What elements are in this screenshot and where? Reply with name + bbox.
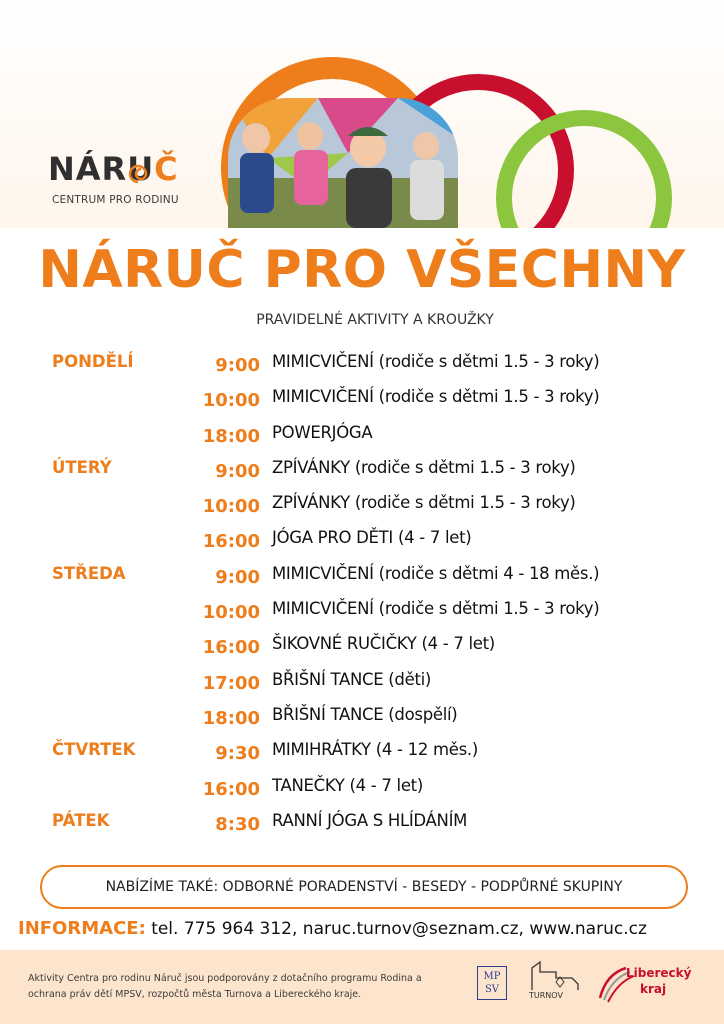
activity-label: ŠIKOVNÉ RUČIČKY (4 - 7 let): [272, 634, 495, 654]
schedule-row: [0, 489, 724, 524]
schedule-row: [0, 454, 724, 489]
activity-label: POWERJÓGA: [272, 422, 373, 442]
schedule-list: [0, 348, 724, 842]
funding-note: Aktivity Centra pro rodinu Náruč jsou podporovány z dotačního programu Rodina a ochrana práv dětí MPSV, rozpočtů města Turnova a Libereckého kraje.: [28, 973, 422, 1000]
schedule-row: [0, 772, 724, 807]
spiral-icon: [126, 162, 150, 186]
schedule-row: [0, 419, 724, 454]
day-label: PÁTEK: [52, 810, 110, 830]
info-label: INFORMACE:: [18, 918, 146, 939]
activity-label: MIMICVIČENÍ (rodiče s dětmi 1.5 - 3 roky): [272, 352, 600, 371]
naruc-logo: [40, 150, 200, 220]
time-label: 9:00: [215, 460, 260, 482]
activity-label: ZPÍVÁNKY (rodiče s dětmi 1.5 - 3 roky): [272, 493, 576, 513]
activity-label: MIMICVIČENÍ (rodiče s dětmi 4 - 18 měs.): [272, 563, 600, 583]
time-label: 17:00: [202, 672, 260, 694]
time-label: 9:00: [215, 355, 260, 376]
day-label: PONDĚLÍ: [52, 352, 134, 371]
activity-label: MIMIHRÁTKY (4 - 12 měs.): [272, 740, 478, 760]
activity-label: RANNÍ JÓGA S HLÍDÁNÍM: [272, 810, 468, 830]
time-label: 9:00: [215, 566, 260, 588]
activity-label: JÓGA PRO DĚTI (4 - 7 let): [272, 528, 472, 548]
activity-label: TANEČKY (4 - 7 let): [272, 775, 423, 795]
page-title: NÁRUČ PRO VŠECHNY: [38, 240, 686, 300]
schedule-row: [0, 560, 724, 595]
day-label: STŘEDA: [52, 563, 126, 583]
time-label: 18:00: [202, 425, 260, 447]
turnov-text: TURNOV: [529, 991, 563, 1000]
time-label: 16:00: [202, 531, 260, 553]
activity-label: BŘIŠNÍ TANCE (dospělí): [272, 704, 458, 724]
activity-label: MIMICVIČENÍ (rodiče s dětmi 1.5 - 3 roky): [272, 387, 600, 407]
logo-wordmark: NÁRUČ: [48, 150, 179, 188]
time-label: 16:00: [202, 778, 260, 800]
children-photo: [228, 98, 458, 228]
time-label: 10:00: [202, 602, 260, 624]
schedule-row: [0, 701, 724, 736]
green-ring: [504, 118, 664, 228]
header-banner: [0, 0, 724, 228]
page-subtitle: PRAVIDELNÉ AKTIVITY A KROUŽKY: [256, 312, 494, 328]
day-label: ČTVRTEK: [52, 740, 136, 760]
services-text: NABÍZÍME TAKÉ: ODBORNÉ PORADENSTVÍ - BESEDY - PODPŮRNÉ SKUPINY: [105, 879, 623, 895]
contact-info: [18, 918, 647, 939]
schedule-row: [0, 383, 724, 418]
schedule-row: [0, 524, 724, 559]
schedule-row: [0, 666, 724, 701]
schedule-row: [0, 736, 724, 771]
time-label: 18:00: [202, 707, 260, 729]
schedule-row: [0, 348, 724, 383]
activity-label: ZPÍVÁNKY (rodiče s dětmi 1.5 - 3 roky): [272, 457, 576, 477]
schedule-row: [0, 807, 724, 842]
activity-label: MIMICVIČENÍ (rodiče s dětmi 1.5 - 3 roky): [272, 599, 600, 619]
schedule-row: [0, 630, 724, 665]
contact-text: tel. 775 964 312, naruc.turnov@seznam.cz, www.naruc.cz: [151, 919, 647, 939]
day-label: ÚTERÝ: [52, 457, 112, 477]
schedule-row: [0, 595, 724, 630]
time-label: 10:00: [202, 390, 260, 412]
liberecky-text: Liberecký: [626, 966, 692, 980]
kraj-text: kraj: [640, 982, 667, 996]
time-label: 8:30: [215, 813, 260, 835]
time-label: 10:00: [202, 496, 260, 518]
time-label: 9:30: [215, 743, 260, 765]
activity-label: BŘIŠNÍ TANCE (děti): [272, 669, 432, 689]
mpsv-logo: MP SV: [477, 966, 507, 1000]
services-banner: [40, 865, 688, 909]
time-label: 16:00: [202, 637, 260, 659]
logo-subtitle: CENTRUM PRO RODINU: [52, 194, 179, 206]
